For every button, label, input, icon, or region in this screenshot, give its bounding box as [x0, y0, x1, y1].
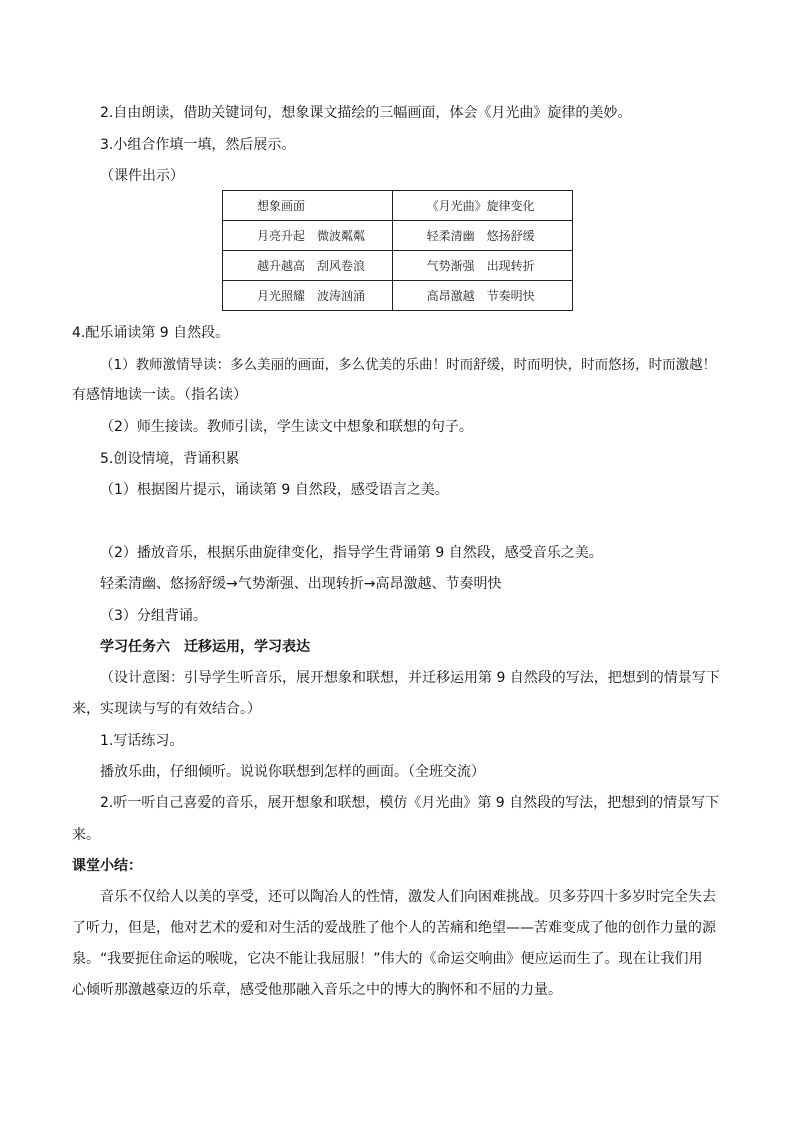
paragraph-picture-prompt: （1）根据图片提示，诵读第 9 自然段，感受语言之美。	[100, 482, 449, 498]
table-row	[223, 221, 573, 251]
table-cell: 月亮升起 微波粼粼	[223, 221, 393, 251]
paragraph-read-aloud: 2.自由朗读，借助关键词句，想象课文描绘的三幅画面，体会《月光曲》旋律的美妙。	[100, 105, 632, 121]
paragraph-summary-cont: 泉。“我要扼住命运的喉咙，它决不能让我屈服！”伟大的《命运交响曲》便应运而生了。现在让我们用	[72, 951, 703, 967]
paragraph-summary: 音乐不仅给人以美的享受，还可以陶冶人的性情，激发人们向困难挑战。贝多芬四十多岁时完全失去	[100, 889, 716, 905]
table-header-row	[223, 191, 573, 221]
paragraph-design-intent-cont: 来，实现读与写的有效结合。）	[72, 701, 261, 717]
table-cell: 越升越高 刮风卷浪	[223, 251, 393, 281]
paragraph-imitate: 2.听一听自己喜爱的音乐，展开想象和联想，模仿《月光曲》第 9 自然段的写法，把想到的情景写下	[100, 795, 720, 811]
table-cell: 气势渐强 出现转折	[392, 251, 572, 281]
paragraph-writing-practice: 1.写话练习。	[100, 733, 184, 749]
paragraph-design-intent: （设计意图：引导学生听音乐，展开想象和联想，并迁移运用第 9 自然段的写法，把想到的情景写下	[100, 670, 720, 686]
table-header-cell: 《月光曲》旋律变化	[392, 191, 572, 221]
paragraph-listen: 播放乐曲，仔细倾听。说说你联想到怎样的画面。（全班交流）	[100, 764, 485, 780]
task-six-heading: 学习任务六 迁移运用，学习表达	[100, 639, 310, 655]
table-cell: 轻柔清幽 悠扬舒缓	[392, 221, 572, 251]
summary-heading: 课堂小结：	[72, 858, 142, 874]
table-row	[223, 281, 573, 311]
table-row	[223, 251, 573, 281]
paragraph-relay-read: （2）师生接读。教师引读，学生读文中想象和联想的句子。	[100, 419, 473, 435]
paragraph-teacher-guide-cont: 有感情地读一读。（指名读）	[72, 387, 247, 403]
paragraph-group-recite: （3）分组背诵。	[100, 608, 207, 624]
table-cell: 高昂激越 节奏明快	[392, 281, 572, 311]
paragraph-courseware: （课件出示）	[100, 168, 184, 184]
paragraph-melody-flow: 轻柔清幽、悠扬舒缓→气势渐强、出现转折→高昂激越、节奏明快	[100, 576, 502, 592]
melody-table	[222, 190, 573, 311]
paragraph-recite-music: 4.配乐诵读第 9 自然段。	[72, 325, 230, 341]
table-cell: 月光照耀 波涛汹涌	[223, 281, 393, 311]
paragraph-summary-cont: 心倾听那激越豪迈的乐章，感受他那融入音乐之中的博大的胸怀和不屈的力量。	[72, 982, 562, 998]
paragraph-play-music: （2）播放音乐，根据乐曲旋律变化，指导学生背诵第 9 自然段，感受音乐之美。	[100, 545, 603, 561]
table-header-cell: 想象画面	[223, 191, 393, 221]
paragraph-imitate-cont: 来。	[72, 827, 100, 843]
paragraph-group-fill: 3.小组合作填一填，然后展示。	[100, 137, 296, 153]
paragraph-teacher-guide: （1）教师激情导读：多么美丽的画面，多么优美的乐曲！时而舒缓，时而明快，时而悠扬，时而激越！	[100, 357, 717, 373]
paragraph-create-scene: 5.创设情境，背诵积累	[100, 451, 240, 467]
paragraph-summary-cont: 了听力，但是，他对艺术的爱和对生活的爱战胜了他个人的苦痛和绝望——苦难变成了他的创作力量的源	[72, 920, 716, 936]
